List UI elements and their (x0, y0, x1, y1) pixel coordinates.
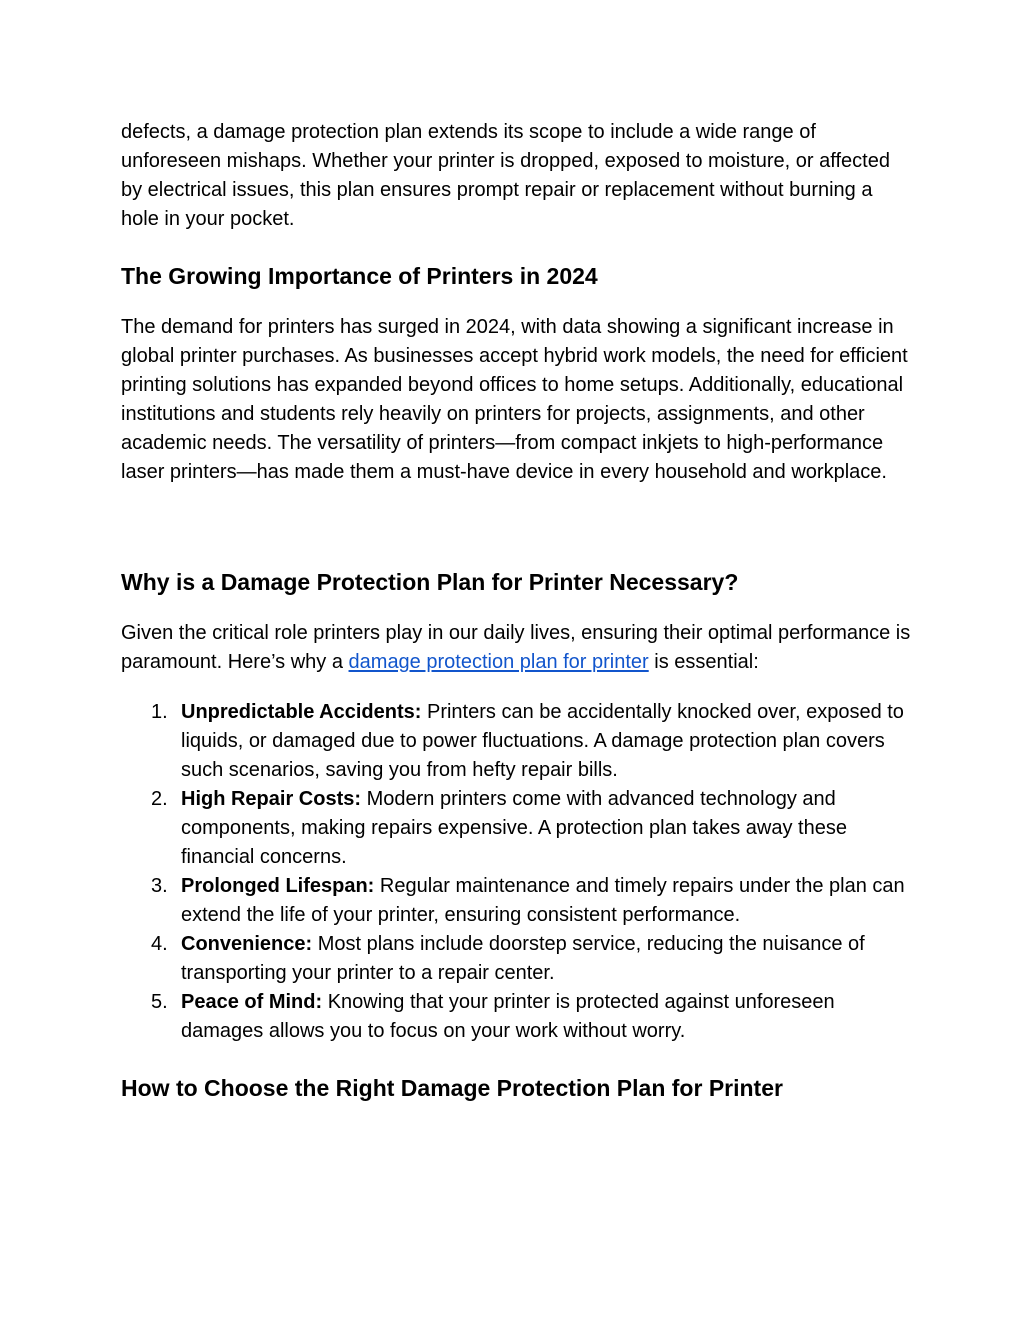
why-text-before-link: Given the critical role printers play in our daily lives, ensuring their optimal performance is paramount. Here’s why a (121, 622, 911, 673)
list-item (121, 698, 911, 785)
list-item-text: Most plans include doorstep service, reducing the nuisance of transporting your printer to a repair center. (181, 933, 865, 984)
list-item-term: Convenience: (181, 933, 313, 955)
damage-protection-plan-link[interactable]: damage protection plan for printer (348, 651, 649, 673)
list-item (121, 988, 911, 1046)
growing-importance-paragraph: The demand for printers has surged in 2024, with data showing a significant increase in global printer purchases. As businesses accept hybrid work models, the need for efficient printing solutions has expanded beyond offices to home setups. Additionally, educational institutions and students rely heavily on printers for projects, assignments, and other academic needs. The versatility of printers—from compact inkjets to high-performance laser printers—has made them a must-have device in every household and workplace. (121, 316, 908, 483)
reasons-list (121, 698, 911, 1046)
intro-paragraph: defects, a damage protection plan extends its scope to include a wide range of unforeseen mishaps. Whether your printer is dropped, exposed to moisture, or affected by electrical issues, this plan ensures prompt repair or replacement without burning a hole in your pocket. (121, 121, 890, 230)
list-item-number: 5. (151, 991, 168, 1013)
document-page (121, 118, 911, 1103)
list-item (121, 785, 911, 872)
why-necessary-paragraph (121, 619, 911, 677)
list-item-number: 1. (151, 701, 168, 723)
why-text-after-link: is essential: (648, 651, 759, 673)
list-item-number: 4. (151, 933, 168, 955)
list-item (121, 930, 911, 988)
heading-why-necessary: Why is a Damage Protection Plan for Printer Necessary? (121, 569, 739, 595)
list-item-text: Regular maintenance and timely repairs under the plan can extend the life of your printer, ensuring consistent performance. (181, 875, 905, 926)
list-item-term: High Repair Costs: (181, 788, 362, 810)
list-item-number: 3. (151, 875, 168, 897)
list-item-term: Unpredictable Accidents: (181, 701, 422, 723)
heading-growing-importance: The Growing Importance of Printers in 2024 (121, 263, 598, 289)
list-item-text: Printers can be accidentally knocked over, exposed to liquids, or damaged due to power fluctuations. A damage protection plan covers such scenarios, saving you from hefty repair bills. (181, 701, 904, 781)
list-item-term: Peace of Mind: (181, 991, 323, 1013)
list-item-number: 2. (151, 788, 168, 810)
list-item-text: Modern printers come with advanced technology and components, making repairs expensive. A protection plan takes away these financial concerns. (181, 788, 847, 868)
list-item-text: Knowing that your printer is protected against unforeseen damages allows you to focus on your work without worry. (181, 991, 835, 1042)
list-item-term: Prolonged Lifespan: (181, 875, 375, 897)
heading-how-to-choose: How to Choose the Right Damage Protection Plan for Printer (121, 1075, 783, 1101)
list-item (121, 872, 911, 930)
